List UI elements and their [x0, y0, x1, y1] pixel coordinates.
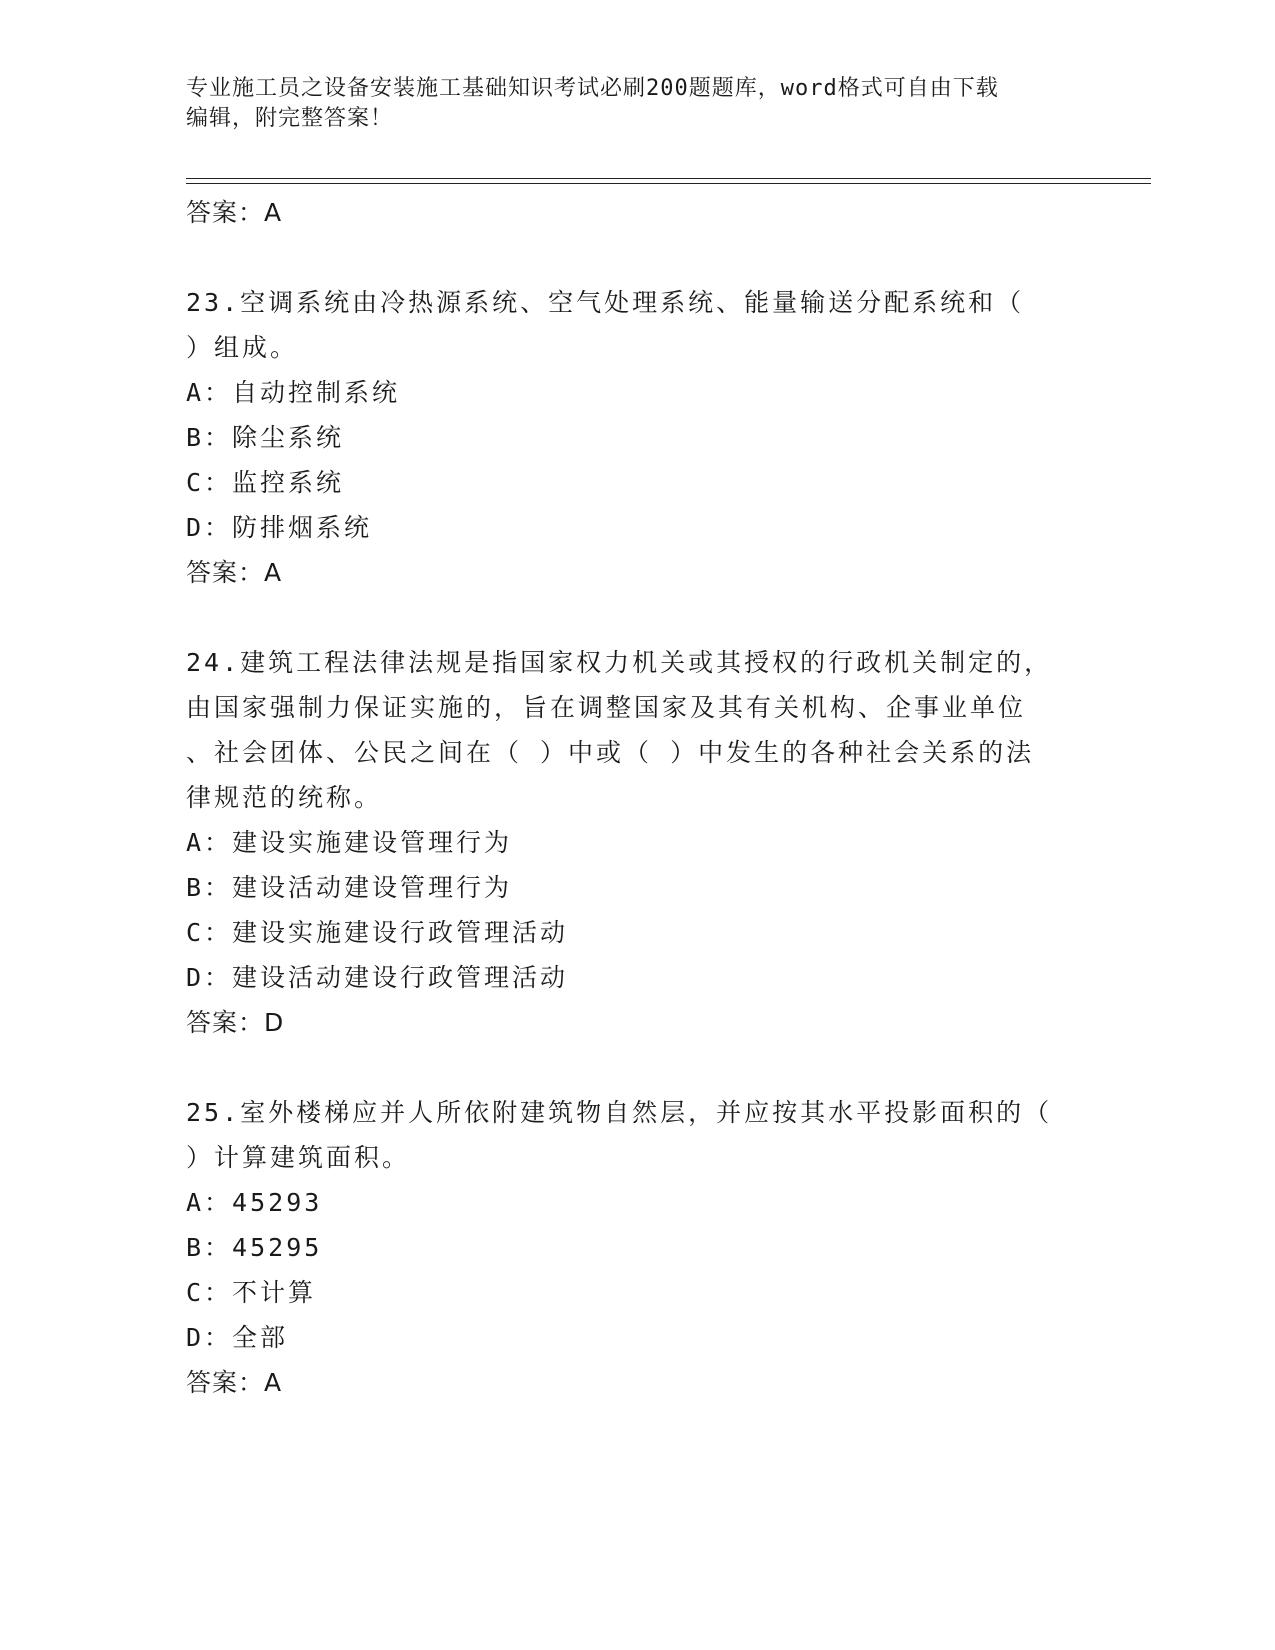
question-stem-line: 由国家强制力保证实施的，旨在调整国家及其有关机构、企事业单位 [186, 693, 1027, 722]
question-item [186, 1090, 1086, 1405]
option-d: D：全部 [186, 1323, 289, 1352]
question-item [186, 640, 1086, 1045]
header-line-2: 编辑，附完整答案！ [186, 106, 394, 131]
answer-line: 答案：A [186, 558, 283, 587]
answer-line: 答案：A [186, 198, 283, 227]
question-stem-line: ）组成。 [186, 333, 299, 362]
option-b: B：除尘系统 [186, 423, 345, 452]
question-item [186, 280, 1086, 595]
answer-line: 答案：D [186, 1008, 285, 1037]
option-b: B：建设活动建设管理行为 [186, 873, 513, 902]
option-d: D：建设活动建设行政管理活动 [186, 963, 569, 992]
header-divider-top [186, 178, 1151, 179]
question-stem-line: ）计算建筑面积。 [186, 1143, 411, 1172]
question-stem-line: 、社会团体、公民之间在（ ）中或（ ）中发生的各种社会关系的法 [186, 738, 1035, 767]
question-stem-line: 23.空调系统由冷热源系统、空气处理系统、能量输送分配系统和（ [186, 288, 1025, 317]
option-b: B：45295 [186, 1233, 323, 1262]
spacer [186, 235, 1086, 280]
spacer [186, 1045, 1086, 1090]
question-stem-line: 25.室外楼梯应并人所依附建筑物自然层，并应按其水平投影面积的（ [186, 1098, 1053, 1127]
question-stem-line: 24.建筑工程法律法规是指国家权力机关或其授权的行政机关制定的， [186, 648, 1053, 677]
spacer [186, 595, 1086, 640]
header-line-1: 专业施工员之设备安装施工基础知识考试必刷200题题库，word格式可自由下载 [186, 76, 999, 101]
document-header [186, 74, 1086, 134]
answer-line: 答案：A [186, 1368, 283, 1397]
option-d: D：防排烟系统 [186, 513, 373, 542]
option-a: A：自动控制系统 [186, 378, 401, 407]
header-divider-bottom [186, 183, 1151, 184]
question-stem-line: 律规范的统称。 [186, 783, 383, 812]
option-a: A：建设实施建设管理行为 [186, 828, 513, 857]
option-c: C：监控系统 [186, 468, 345, 497]
option-a: A：45293 [186, 1188, 323, 1217]
option-c: C：建设实施建设行政管理活动 [186, 918, 569, 947]
option-c: C：不计算 [186, 1278, 317, 1307]
question-list [186, 190, 1086, 1405]
